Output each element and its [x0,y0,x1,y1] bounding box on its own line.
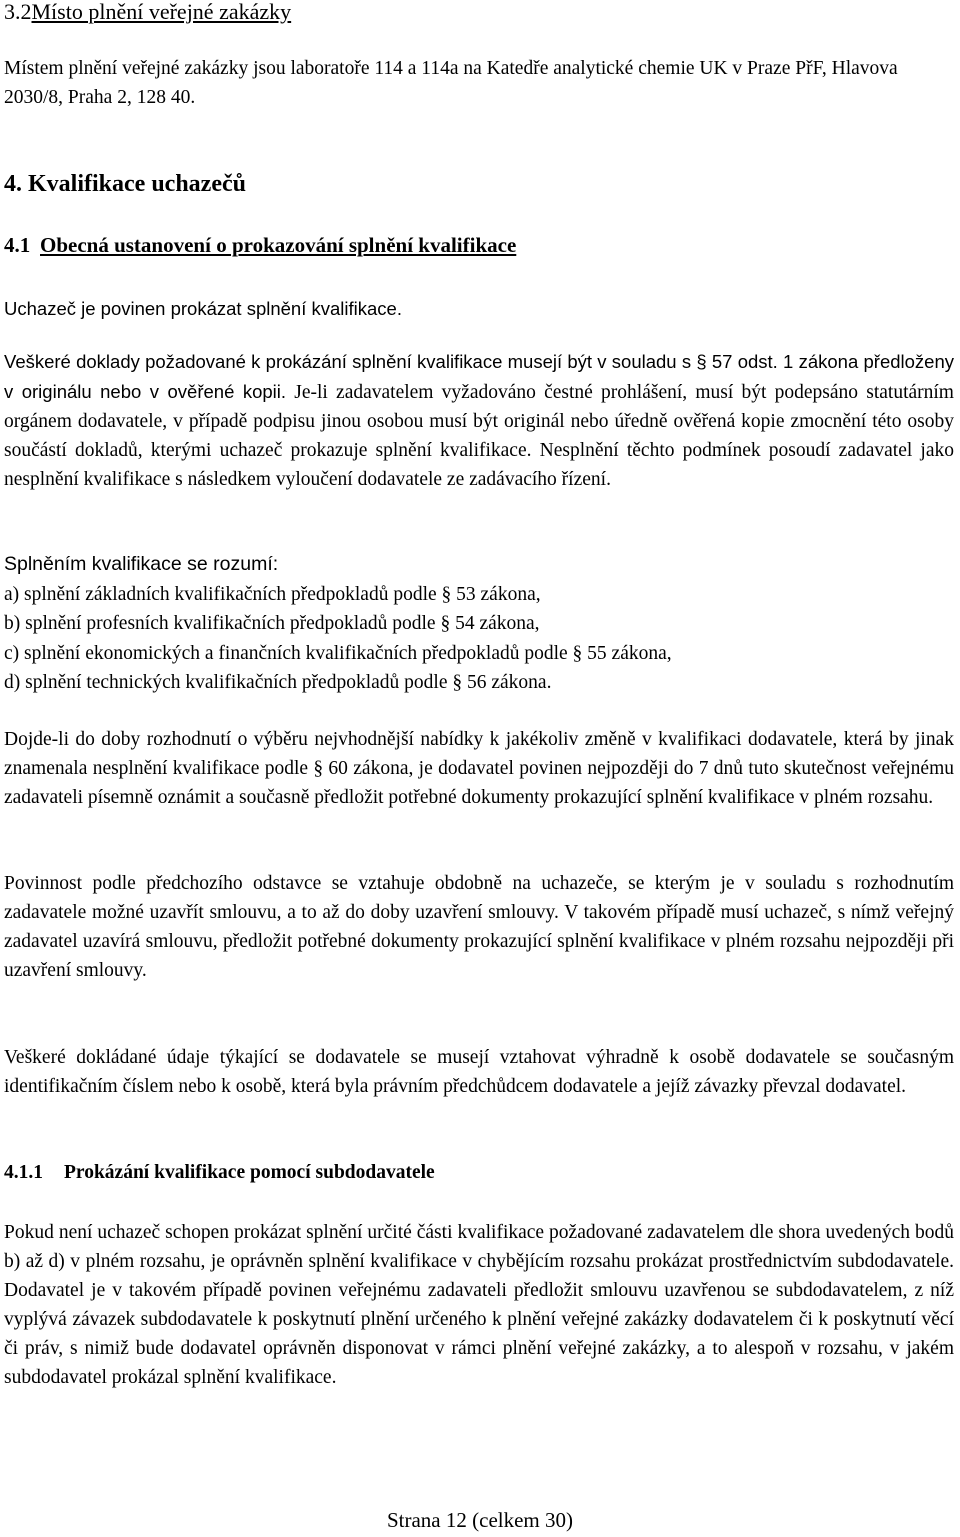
paragraph-subcontractor: Pokud není uchazeč schopen prokázat splnění určité části kvalifikace požadované zadavatelem dle shora uvedených bodů b) až d) v plném rozsahu, je oprávněn splnění kvalifikace v chybějícím rozsahu prokázat prostřednictvím subdodavatele. Dodavatel je v takovém případě povinen veřejnému zadavateli předložit smlouvu uzavřenou se subdodavatelem, z níž vyplývá závazek subdodavatele k poskytnutí plnění určeného k plnění veřejné zakázky dodavatelem či k poskytnutí věcí či práv, s nimiž bude dodavatel oprávněn disponovat v rámci plnění veřejné zakázky, a to alespoň v rozsahu, v jakém subdodavatel prokázal splnění kvalifikace. [4,1222,954,1388]
section-number: 3.2 [4,0,32,24]
section-4-1-1-heading [4,1162,435,1184]
list-item: d) splnění technických kvalifikačních předpokladů podle § 56 zákona. [4,672,552,693]
list-intro: Splněním kvalifikace se rozumí: [4,553,279,575]
section-number: 4.1.1 [4,1162,43,1183]
section-3-2-heading [4,0,291,24]
chapter-4-heading: 4. Kvalifikace uchazečů [4,171,246,197]
list-item: b) splnění profesních kvalifikačních předpokladů podle § 54 zákona, [4,613,540,634]
page-number: Strana 12 (celkem 30) [386,1508,574,1532]
section-3-2-text: Místem plnění veřejné zakázky jsou laboratoře 114 a 114a na Katedře analytické chemie UK v Praze PřF, Hlavova 2030/8, Praha 2, 128 40. [4,58,898,108]
list-item: a) splnění základních kvalifikačních předpokladů podle § 53 zákona, [4,583,541,605]
paragraph-data: Veškeré dokládané údaje týkající se dodavatele se musejí vztahovat výhradně k osobě dodavatele se současným identifikačním číslem nebo k osobě, která byla právním předchůdcem dodavatele a jejíž závazky převzal dodavatel. [4,1047,954,1097]
section-title: Prokázání kvalifikace pomocí subdodavatele [64,1162,435,1183]
paragraph-documents-part-b: Je-li zadavatelem vyžadováno čestné prohlášení, musí být podepsáno statutárním orgánem dodavatele, v případě podpisu jinou osobou musí být originál nebo úředně ověřená kopie zmocnění této osoby součástí dokladů, kterými uchazeč prokazuje splnění kvalifikace. [4,382,954,461]
paragraph-obligation-applicant: Povinnost podle předchozího odstavce se vztahuje obdobně na uchazeče, se kterým je v souladu s rozhodnutím zadavatele možné uzavřít smlouvu, a to až do doby uzavření smlouvy. V takovém případě musí uchazeč, s nímž veřejný zadavatel uzavírá smlouvu, předložit potřebné dokumenty prokazující splnění kvalifikace v plném rozsahu nejpozději při uzavření smlouvy. [4,873,954,981]
paragraph-documents [4,347,954,494]
list-item: c) splnění ekonomických a finančních kvalifikačních předpokladů podle § 55 zákona, [4,642,672,664]
section-title: Obecná ustanovení o prokazování splnění kvalifikace [40,233,517,257]
section-number: 4.1 [4,233,31,257]
paragraph-change: Dojde-li do doby rozhodnutí o výběru nejvhodnější nabídky k jakékoliv změně v kvalifikaci dodavatele, která by jinak znamenala nesplnění kvalifikace podle § 60 zákona, je dodavatel povinen nejpozději do 7 dnů tuto skutečnost veřejnému zadavateli písemně oznámit a současně předložit potřebné dokumenty prokazující splnění kvalifikace v plném rozsahu. [4,729,954,808]
paragraph-obligation: Uchazeč je povinen prokázat splnění kvalifikace. [4,298,402,319]
section-title: Místo plnění veřejné zakázky [31,0,292,24]
section-4-1-heading [4,233,516,258]
qualification-list [4,550,672,698]
paragraph-documents-part-a: Veškeré doklady požadované k prokázání splnění kvalifikace musejí být v souladu s § 57 odst. 1 zákona předloženy v originálu nebo v ověřené kopii. [4,351,954,402]
paragraph-documents-part-c: Nesplnění těchto podmínek posoudí zadavatel jako nesplnění kvalifikace s následkem vyloučení dodavatele ze zadávacího řízení. [4,440,954,490]
